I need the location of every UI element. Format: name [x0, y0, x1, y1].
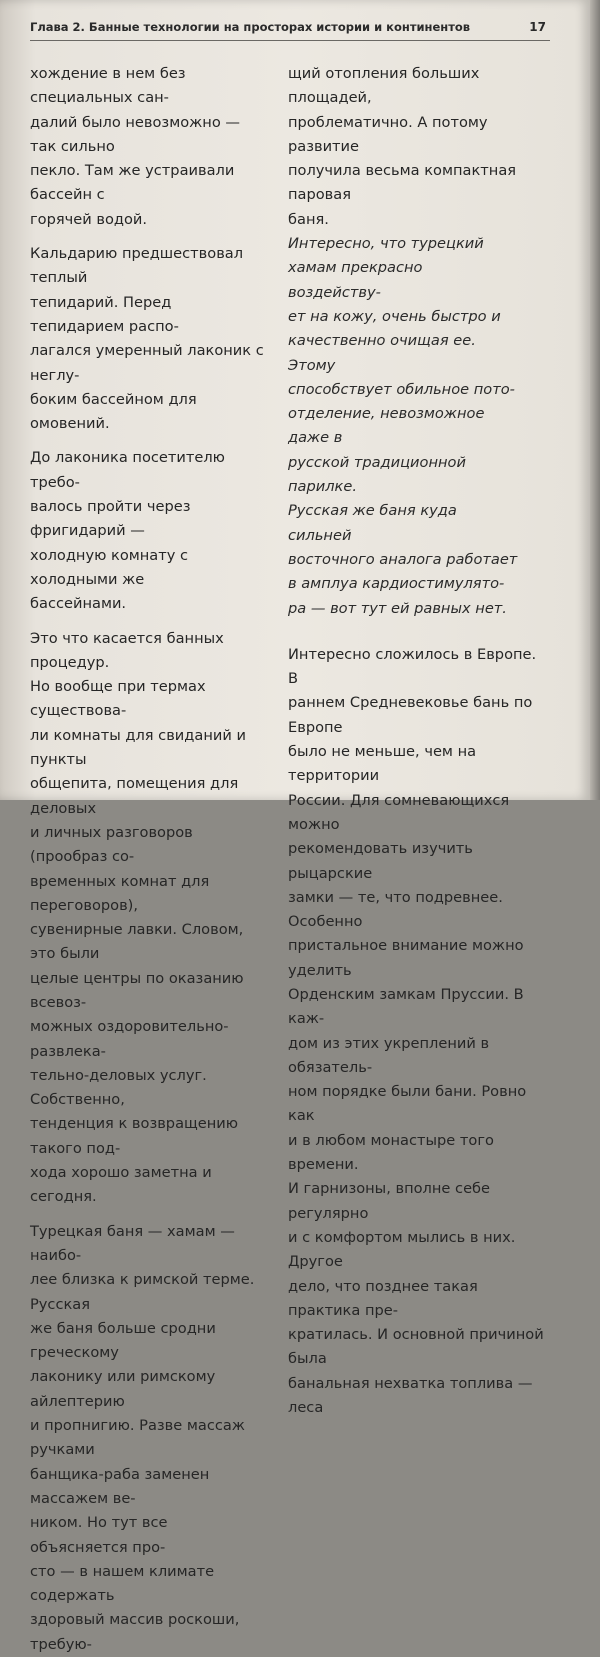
italic-sidebar-note: Интересно, что турецкий хамам прекрасно воздейству- ет на кожу, очень быстро и качественно очищая ее. Этому способствует обильное пото- отделение, невозможное даже в русской традиционной парилке. Русская же баня куда сильней восточного аналога работает в амплуа кардиостимулято- ра — вот тут ей равных нет. — [288, 235, 518, 617]
paragraph: Кальдарию предшествовал теплый тепидарий. Перед тепидарием распо- лагался умеренный лаконик с неглу- боким бассейном для омовений. — [30, 245, 264, 433]
page-number: 17 — [529, 20, 546, 34]
right-column — [288, 62, 550, 1420]
running-header — [30, 14, 550, 41]
left-column — [30, 62, 268, 1657]
paragraph: До лаконика посетителю требо- валось пройти через фригидарий — холодную комнату с холодными же бассейнами. — [30, 449, 225, 613]
chapter-title: Глава 2. Банные технологии на просторах истории и континентов — [30, 20, 471, 34]
paragraph: Интересно сложилось в Европе. В раннем Средневековье бань по Европе было не меньше, чем на территории России. Для сомневающихся можно рекомендовать изучить рыцарские замки — те, что подревнее. Особенно пристальное внимание можно уделить Орденским замкам Пруссии. В каж- дом из этих укреплений в обязатель- ном порядке были бани. Ровно как и в любом монастыре того времени. И гарнизоны, вполне себе регулярно и с комфортом мылись в них. Другое дело, что позднее такая практика пре- кратилась. И основной причиной была банальная нехватка топлива — леса — [288, 645, 544, 1417]
paragraph: Это что касается банных процедур. Но вообще при термах существова- ли комнаты для свиданий и пункты общепита, помещения для деловых и личных разговоров (прообраз со- временных комнат для переговоров), сувенирные лавки. Словом, это были целые центры по оказанию всевоз- можных оздоровительно-развлека- тельно-деловых услуг. Собственно, тенденция к возвращению такого под- хода хорошо заметна и сегодня. — [30, 629, 246, 1206]
paragraph: Турецкая баня — хамам — наибо- лее близка к римской терме. Русская же баня больше сродни греческому лаконику или римскому айлептерию и пропнигию. Разве массаж ручками банщика-раба заменен массажем ве- ником. Но тут все объясняется про- сто — в нашем климате содержать здоровый массив роскоши, требую- — [30, 1222, 255, 1653]
page-edge — [590, 0, 600, 800]
paragraph: щий отопления больших площадей, проблематично. А потому развитие получила весьма компактная паровая баня. — [288, 65, 517, 228]
paragraph: хождение в нем без специальных сан- далий было невозможно — так сильно пекло. Там же устраивали бассейн с горячей водой. — [30, 65, 240, 228]
